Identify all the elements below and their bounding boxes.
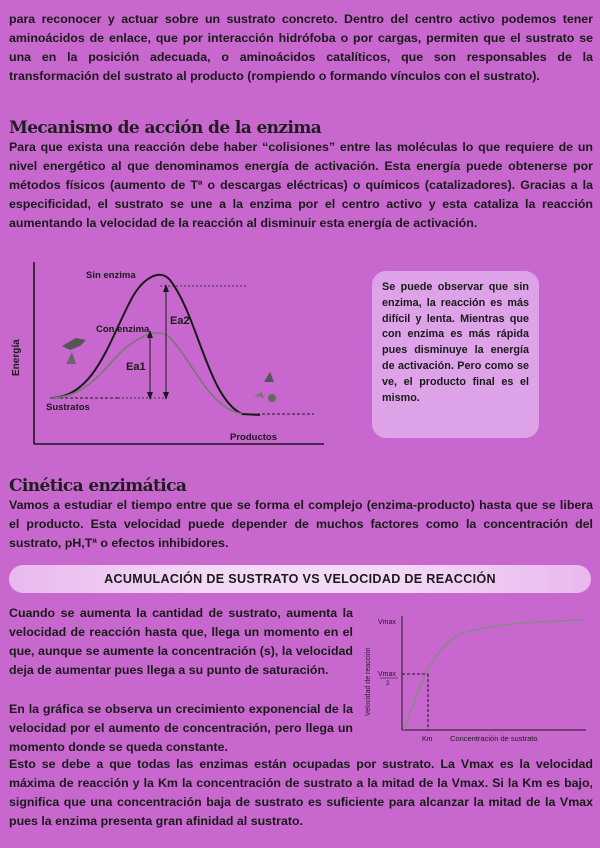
energy-axis-label: Energía (11, 339, 22, 376)
vmax-half-label: Vmax (378, 671, 396, 678)
label-products: Productos (230, 432, 277, 443)
note-box-text: Se puede observar que sin enzima, la reacción es más difícil y lenta. Mientras que con enzima es más rápida pues disminuye la energía de activación. Pero como se ve, el producto final es el mismo. (382, 281, 529, 404)
kinetics-graph (360, 612, 592, 748)
kinetics-x-axis-label: Concentración de sustrato (450, 734, 538, 743)
closing-paragraph: Esto se debe a que todas las enzimas están ocupadas por sustrato. La Vmax es la velocidad máxima de reacción y la Km la concentración de sustrato a la mitad de la Vmax. Si la Km es bajo, significa que una concentración baja de sustrato es suficiente para alcanzar la mitad de la Vmax pues la enzima presenta gran afinidad al sustrato. (9, 757, 593, 828)
vmax-label: Vmax (378, 619, 396, 626)
label-ea2: Ea2 (170, 315, 190, 327)
section-heading-kinetics: Cinética enzimática (9, 476, 187, 496)
product-molecules-illustration (254, 372, 276, 402)
kinetics-left-paragraph-2: En la gráfica se observa un crecimiento exponencial de la velocidad por el aumento de concentración, pero llega un momento donde se queda constante. (9, 702, 353, 754)
intro-paragraph: para reconocer y actuar sobre un sustrato concreto. Dentro del centro activo podemos tener aminoácidos de enlace, que por interacción hidrófoba o por cargas, permiten que el sustrato se una en la posición adecuada, o aminoácidos catalíticos, que son responsables de la transformación del sustrato al producto (rompiendo o formando vínculos con el sustrato). (9, 12, 593, 83)
energy-diagram (10, 258, 330, 450)
label-without-enzyme: Sin enzima (86, 270, 136, 281)
section-heading-mechanism: Mecanismo de acción de la enzima (9, 118, 322, 138)
km-label: Km (422, 736, 433, 743)
substrate-molecules-illustration (62, 338, 86, 364)
curve-without-enzyme (50, 275, 260, 415)
kinetics-intro-paragraph: Vamos a estudiar el tiempo entre que se forma el complejo (enzima-producto) hasta que se libera el producto. Esta velocidad puede depender de muchos factores como la concentración del sustrato, pH,Tª o efectos inhibidores. (9, 498, 593, 550)
mechanism-paragraph: Para que exista una reacción debe haber “colisiones” entre las moléculas lo que requiere de un nivel energético al que denominamos energía de activación. Esta energía puede obtenerse por métodos físicos (aumento de Tª o descargas eléctricas) o químicos (catalizadores). Gracias a la especificidad, el sustrato se une a la enzima por el centro activo y esta cataliza la reacción aumentando la velocidad de la reacción al disminuir esta energía de activación. (9, 140, 593, 230)
kinetics-y-axis-label: Velocidad de reacción (365, 647, 372, 716)
saturation-curve (404, 620, 582, 730)
label-substrates: Sustratos (46, 402, 90, 413)
ea1-arrowhead-bottom (147, 392, 153, 400)
note-box (372, 271, 539, 438)
vmax-half-denominator: 2 (386, 680, 390, 687)
ea2-arrowhead (163, 284, 169, 292)
ea2-arrowhead-bottom (163, 392, 169, 400)
label-with-enzyme: Con enzima (96, 324, 150, 335)
label-ea1: Ea1 (126, 361, 146, 373)
kinetics-left-paragraph: Cuando se aumenta la cantidad de sustrato, aumenta la velocidad de reacción hasta que, llega un momento en el que, aunque se aumente la concentración (s), la velocidad deja de aumentar pues llega a su punto de saturación. (9, 606, 353, 677)
section-banner: ACUMULACIÓN DE SUSTRATO VS VELOCIDAD DE REACCIÓN (9, 565, 591, 593)
